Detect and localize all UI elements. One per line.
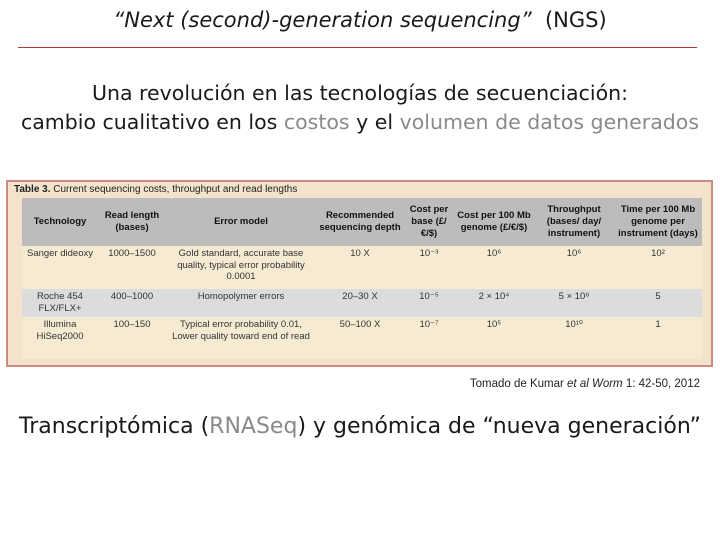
- table-cell: Homopolymer errors: [166, 289, 316, 317]
- bottom-text: Transcriptómica (: [19, 414, 210, 439]
- slide-title: [0, 8, 720, 32]
- table-cell: 10⁻³: [404, 246, 454, 289]
- table-cell: 1: [614, 317, 702, 359]
- table-caption: [14, 184, 297, 195]
- bottom-text: ) y genómica de “nueva generación”: [297, 414, 701, 439]
- column-header: Cost per 100 Mb genome (£/€/$): [454, 198, 534, 246]
- table-caption-text: Current sequencing costs, throughput and read lengths: [50, 184, 298, 195]
- table-cell: Sanger dideoxy: [22, 246, 98, 289]
- column-header: Time per 100 Mb genome per instrument (days): [614, 198, 702, 246]
- table-cell: 10⁵: [454, 317, 534, 359]
- table-cell: 100–150: [98, 317, 166, 359]
- sequencing-costs-table: [22, 198, 702, 359]
- subtitle-text: y el: [349, 110, 400, 134]
- table-cell: 10⁶: [534, 246, 614, 289]
- subtitle-highlight-volume: volumen de datos generados: [399, 110, 700, 134]
- table-figure: [6, 180, 713, 367]
- table-cell: 10⁻⁷: [404, 317, 454, 359]
- table-cell: 10⁶: [454, 246, 534, 289]
- column-header: Cost per base (£/€/$): [404, 198, 454, 246]
- column-header: Throughput (bases/ day/ instrument): [534, 198, 614, 246]
- subtitle-highlight-costs: costos: [283, 110, 350, 134]
- column-header: Read length (bases): [98, 198, 166, 246]
- citation-journal: et al Worm: [567, 378, 623, 390]
- title-rest: (NGS): [544, 8, 607, 32]
- subtitle-line-2: [0, 108, 720, 137]
- table-row: [22, 289, 702, 317]
- column-header: Error model: [166, 198, 316, 246]
- source-citation: [470, 378, 700, 390]
- subtitle-text: cambio cualitativo en los: [20, 110, 284, 134]
- table-cell: 5 × 10⁸: [534, 289, 614, 317]
- table-row: [22, 317, 702, 359]
- column-header: Recommended sequencing depth: [316, 198, 404, 246]
- table-caption-label: Table 3.: [14, 184, 51, 195]
- table-cell: 50–100 X: [316, 317, 404, 359]
- table-cell: 10⁻⁵: [404, 289, 454, 317]
- subtitle-line-1: Una revolución en las tecnologías de secuenciación:: [91, 81, 629, 105]
- table-cell: 2 × 10⁴: [454, 289, 534, 317]
- table-cell: Roche 454 FLX/FLX+: [22, 289, 98, 317]
- bottom-highlight-rnaseq: RNASeq: [209, 414, 298, 439]
- table-cell: 400–1000: [98, 289, 166, 317]
- table-header-row: [22, 198, 702, 246]
- table-cell: 10 X: [316, 246, 404, 289]
- table-cell: Gold standard, accurate base quality, typical error probability 0.0001: [166, 246, 316, 289]
- table-cell: 10²: [614, 246, 702, 289]
- bottom-heading: [0, 414, 720, 439]
- table-cell: 10¹⁰: [534, 317, 614, 359]
- citation-text: Tomado de Kumar: [469, 378, 568, 390]
- title-italic: “Next (second)-generation sequencing”: [113, 8, 532, 32]
- table-row: [22, 246, 702, 289]
- table-cell: Typical error probability 0.01, Lower quality toward end of read: [166, 317, 316, 359]
- table-cell: 20–30 X: [316, 289, 404, 317]
- table-cell: 5: [614, 289, 702, 317]
- table-cell: Illumina HiSeq2000: [22, 317, 98, 359]
- title-divider: [18, 47, 697, 48]
- table-cell: 1000–1500: [98, 246, 166, 289]
- citation-details: 1: 42-50, 2012: [622, 378, 700, 390]
- column-header: Technology: [22, 198, 98, 246]
